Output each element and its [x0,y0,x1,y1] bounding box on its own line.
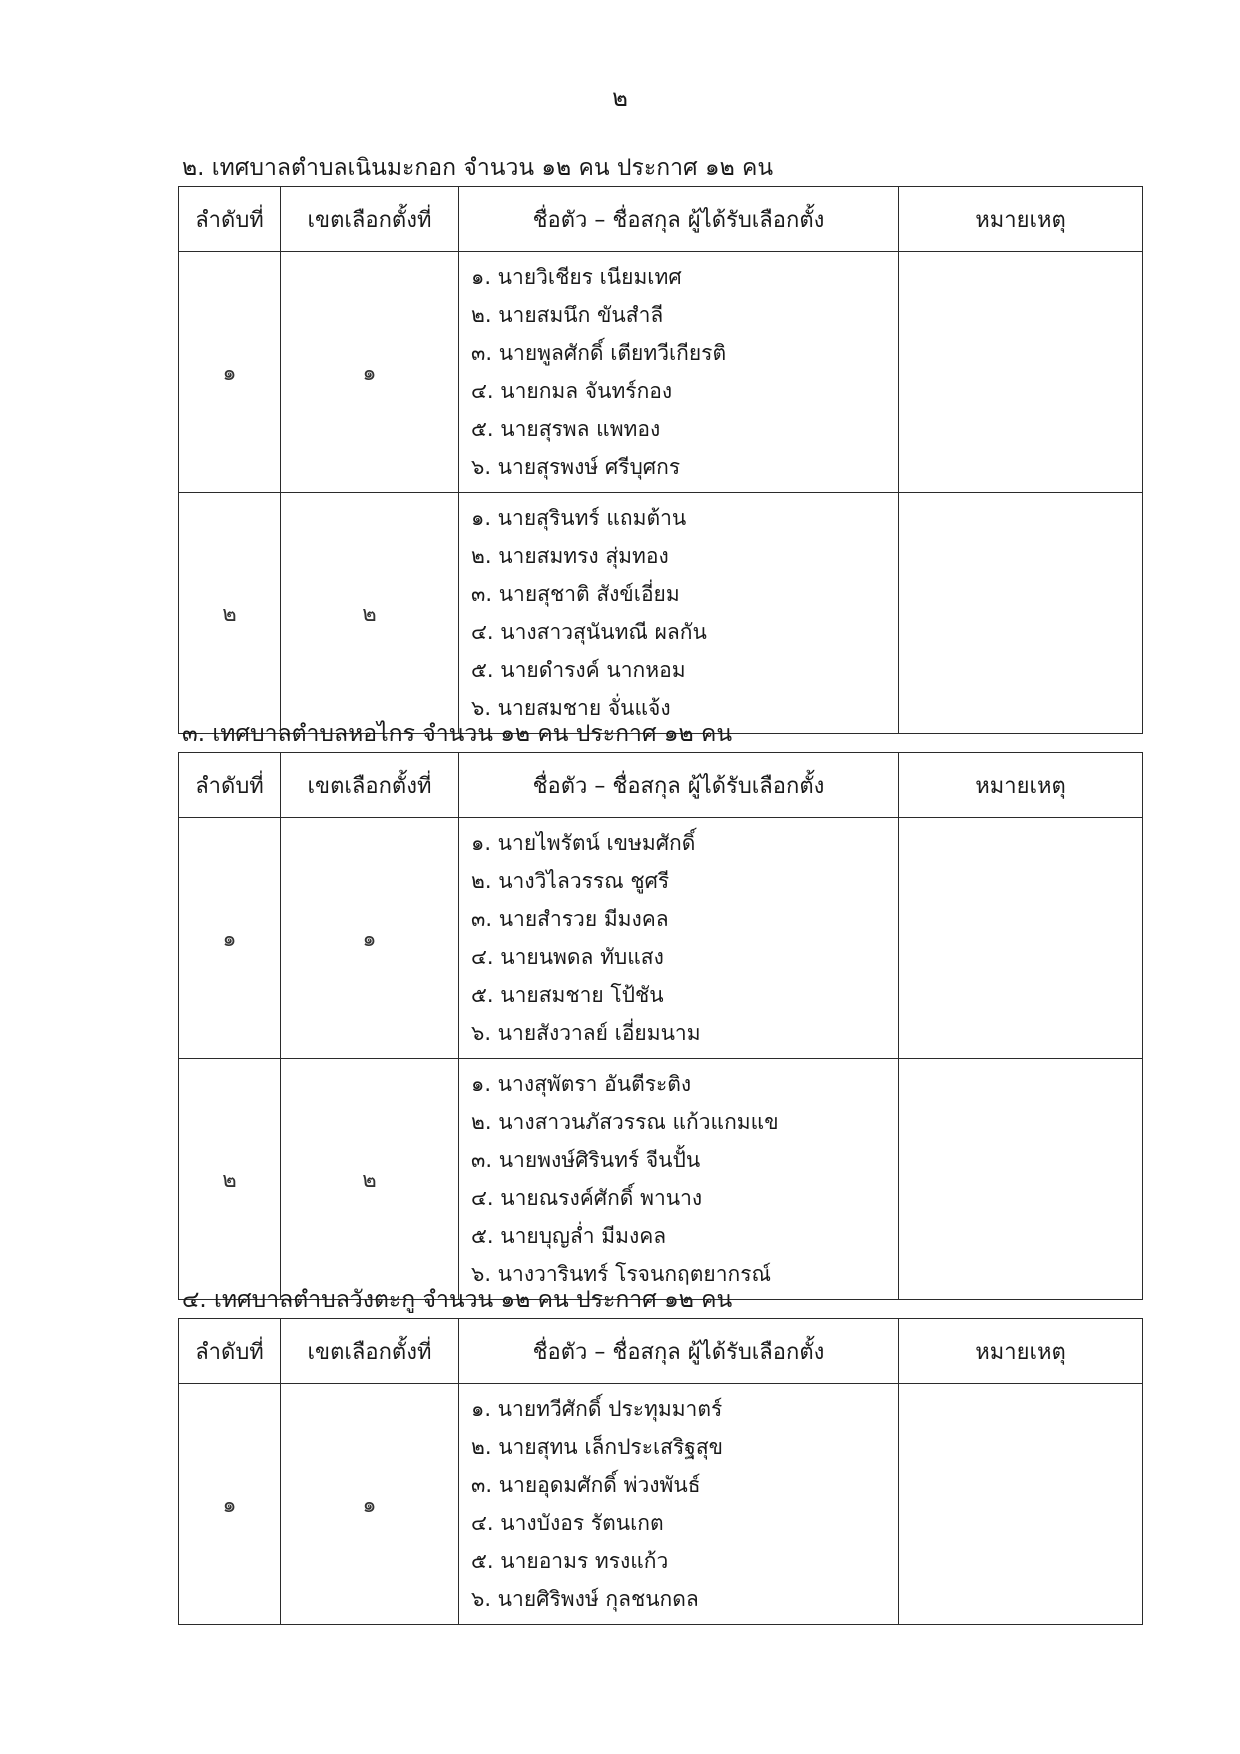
page-number: ๒ [612,84,628,112]
section-title: ๒. เทศบาลตำบลเนินมะกอก จำนวน ๑๒ คน ประกาศ ๑๒ คน [182,155,774,181]
name-item: ๔. นายนพดล ทับแสง [471,945,664,969]
table-header-row [179,753,1143,818]
remark-cell [899,818,1143,1059]
names-cell [459,1384,899,1625]
name-item: ๖. นายสมชาย จั่นแจ้ง [471,696,671,720]
names-cell [459,493,899,734]
name-item: ๕. นายสมชาย โป้ชัน [471,983,664,1007]
name-item: ๑. นายไพรัตน์ เขษมศักดิ์ [471,831,696,855]
section-wangtaku [178,1282,1142,1625]
order-cell: ๑ [179,818,281,1059]
remark-cell [899,1384,1143,1625]
table-header-row [179,1319,1143,1384]
zone-cell: ๒ [281,1059,459,1300]
names-cell [459,818,899,1059]
table-row [179,252,1143,493]
header-zone: เขตเลือกตั้งที่ [281,187,459,252]
remark-cell [899,493,1143,734]
name-item: ๒. นางวิไลวรรณ ชูศรี [471,869,670,893]
name-item: ๕. นายบุญล่ำ มีมงคล [471,1224,667,1248]
elected-table [178,186,1143,734]
name-item: ๕. นายสุรพล แพทอง [471,417,661,441]
name-item: ๔. นายกมล จันทร์กอง [471,379,673,403]
header-order: ลำดับที่ [179,187,281,252]
name-item: ๕. นายดำรงค์ นากหอม [471,658,686,682]
table-row [179,1059,1143,1300]
names-cell [459,252,899,493]
remark-cell [899,252,1143,493]
name-item: ๔. นางบังอร รัตนเกต [471,1511,664,1535]
name-item: ๓. นายสำรวย มีมงคล [471,907,669,931]
name-item: ๑. นางสุพัตรา อันตีระติง [471,1072,692,1096]
header-order: ลำดับที่ [179,1319,281,1384]
name-item: ๖. นางวารินทร์ โรจนกฤตยากรณ์ [471,1262,771,1286]
header-zone: เขตเลือกตั้งที่ [281,1319,459,1384]
order-cell: ๒ [179,1059,281,1300]
header-remark: หมายเหตุ [899,187,1143,252]
name-item: ๔. นายณรงค์ศักดิ์ พานาง [471,1186,703,1210]
zone-cell: ๑ [281,1384,459,1625]
name-item: ๓. นายพูลศักดิ์ เตียทวีเกียรติ [471,341,727,365]
zone-cell: ๒ [281,493,459,734]
name-item: ๓. นายสุชาติ สังข์เอี่ยม [471,582,680,606]
name-item: ๒. นายสมนึก ขันสำลี [471,303,664,327]
table-row [179,818,1143,1059]
section-title: ๓. เทศบาลตำบลหอไกร จำนวน ๑๒ คน ประกาศ ๑๒ คน [182,721,733,747]
order-cell: ๒ [179,493,281,734]
name-item: ๒. นายสุทน เล็กประเสริฐสุข [471,1435,724,1459]
names-cell [459,1059,899,1300]
table-row [179,493,1143,734]
section-nernmakok [178,150,1142,734]
header-name: ชื่อตัว – ชื่อสกุล ผู้ได้รับเลือกตั้ง [459,187,899,252]
header-name: ชื่อตัว – ชื่อสกุล ผู้ได้รับเลือกตั้ง [459,753,899,818]
remark-cell [899,1059,1143,1300]
name-item: ๑. นายวิเชียร เนียมเทศ [471,265,682,289]
section-horkrai [178,716,1142,1300]
name-item: ๔. นางสาวสุนันทณี ผลกัน [471,620,707,644]
section-title: ๔. เทศบาลตำบลวังตะกู จำนวน ๑๒ คน ประกาศ ๑๒ คน [182,1287,733,1313]
header-order: ลำดับที่ [179,753,281,818]
name-item: ๒. นางสาวนภัสวรรณ แก้วแกมแข [471,1110,779,1134]
header-name: ชื่อตัว – ชื่อสกุล ผู้ได้รับเลือกตั้ง [459,1319,899,1384]
header-remark: หมายเหตุ [899,1319,1143,1384]
name-item: ๑. นายสุรินทร์ แถมต้าน [471,506,687,530]
name-item: ๑. นายทวีศักดิ์ ประทุมมาตร์ [471,1397,723,1421]
header-zone: เขตเลือกตั้งที่ [281,753,459,818]
elected-table [178,1318,1143,1625]
order-cell: ๑ [179,252,281,493]
order-cell: ๑ [179,1384,281,1625]
table-row [179,1384,1143,1625]
elected-table [178,752,1143,1300]
name-item: ๖. นายสังวาลย์ เอี่ยมนาม [471,1021,701,1045]
name-item: ๒. นายสมทรง สุ่มทอง [471,544,669,568]
name-item: ๖. นายศิริพงษ์ กุลชนกดล [471,1587,699,1611]
zone-cell: ๑ [281,252,459,493]
name-item: ๓. นายอุดมศักดิ์ พ่วงพันธ์ [471,1473,701,1497]
zone-cell: ๑ [281,818,459,1059]
name-item: ๖. นายสุรพงษ์ ศรีบุศกร [471,455,681,479]
header-remark: หมายเหตุ [899,753,1143,818]
table-header-row [179,187,1143,252]
name-item: ๕. นายอามร ทรงแก้ว [471,1549,669,1573]
name-item: ๓. นายพงษ์ศิรินทร์ จีนปั้น [471,1148,701,1172]
